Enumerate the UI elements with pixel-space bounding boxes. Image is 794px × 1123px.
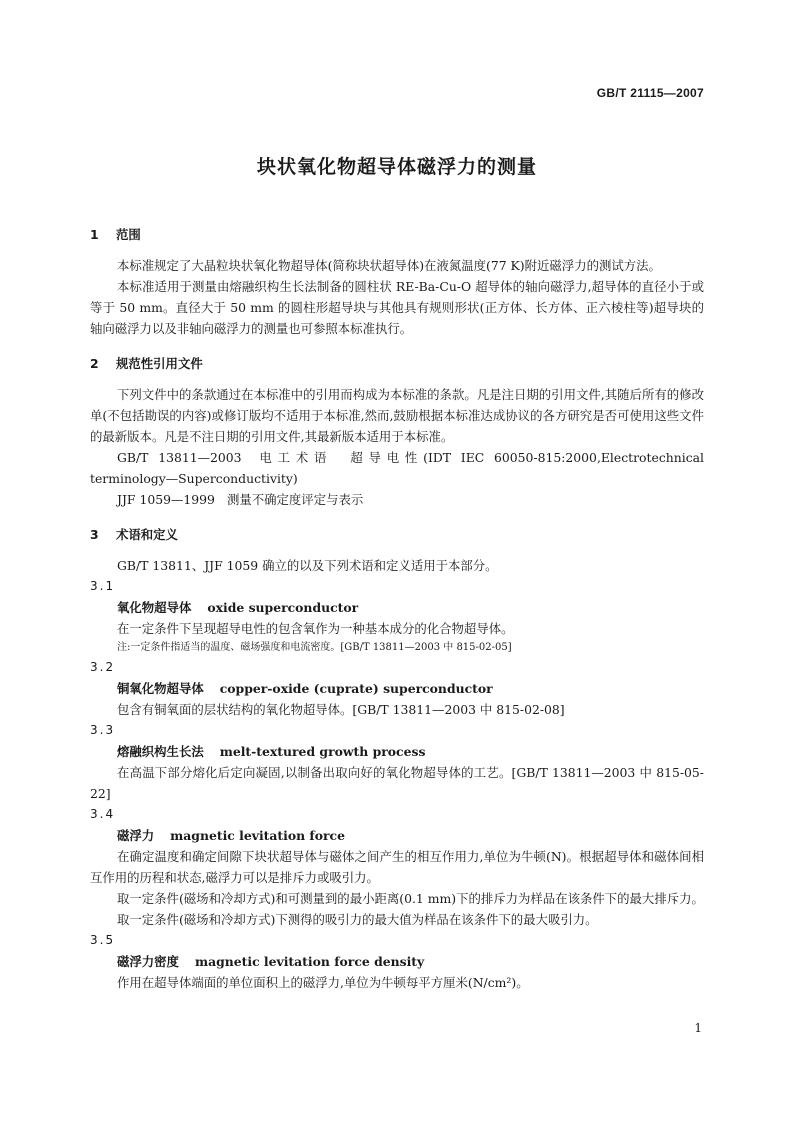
section-number: 3 — [90, 527, 99, 542]
term-definition: 在高温下部分熔化后定向凝固,以制备出取向好的氧化物超导体的工艺。[GB/T 13811—2003 中 815-05-22] — [90, 765, 704, 801]
section-title: 术语和定义 — [116, 527, 178, 542]
term-entry — [90, 951, 704, 972]
term-entry — [90, 678, 704, 699]
section-2-heading — [90, 353, 704, 374]
reference-code: GB/T 13811—2003 — [117, 450, 242, 465]
term-entry — [90, 597, 704, 618]
section-3-heading — [90, 524, 704, 545]
term-definition: 取一定条件(磁场和冷却方式)下测得的吸引力的最大值为样品在该条件下的最大吸引力。 — [117, 912, 598, 927]
term-en: magnetic levitation force — [170, 828, 345, 843]
term-en: melt-textured growth process — [219, 744, 426, 759]
reference-item — [90, 489, 704, 510]
document-body — [90, 216, 704, 993]
page-number: 1 — [694, 1021, 702, 1035]
term-definition: 在确定温度和确定间隙下块状超导体与磁体之间产生的相互作用力,单位为牛顿(N)。根据超导体和磁体间相互作用的历程和状态,磁浮力可以是排斥力或吸引力。 — [90, 849, 704, 885]
term-number: 3.1 — [90, 579, 116, 593]
term-number: 3.3 — [90, 723, 116, 737]
term-definition: 取一定条件(磁场和冷却方式)和可测量到的最小距离(0.1 mm)下的排斥力为样品在该条件下的最大排斥力。 — [117, 891, 704, 906]
term-en: oxide superconductor — [207, 600, 359, 615]
paragraph: 本标准规定了大晶粒块状氧化物超导体(简称块状超导体)在液氮温度(77 K)附近磁浮力的测试方法。 — [117, 258, 661, 273]
section-number: 1 — [90, 227, 99, 242]
term-definition: 在一定条件下呈现超导电性的包含氧作为一种基本成分的化合物超导体。 — [117, 621, 514, 636]
reference-code: JJF 1059—1999 — [117, 492, 215, 507]
term-definition: 包含有铜氧面的层状结构的氧化物超导体。[GB/T 13811—2003 中 815-02-08] — [117, 702, 565, 717]
term-number: 3.5 — [90, 933, 116, 947]
term-zh: 磁浮力密度 — [117, 954, 179, 969]
paragraph: 本标准适用于测量由熔融织构生长法制备的圆柱状 RE-Ba-Cu-O 超导体的轴向磁浮力,超导体的直径小于或等于 50 mm。直径大于 50 mm 的圆柱形超导块与其他具有规则形状(正方体、长方体、正六棱柱等)超导块的轴向磁浮力以及非轴向磁浮力的测量也可参照本标准执行。 — [90, 279, 704, 336]
page-title: 块状氧化物超导体磁浮力的测量 — [256, 156, 537, 178]
section-title: 范围 — [116, 227, 141, 242]
term-number: 3.2 — [90, 660, 116, 674]
term-entry — [90, 741, 704, 762]
section-1-heading — [90, 224, 704, 245]
section-number: 2 — [90, 356, 99, 371]
term-en: copper-oxide (cuprate) superconductor — [219, 681, 493, 696]
term-note: 注:一定条件指适当的温度、磁场强度和电流密度。[GB/T 13811—2003 中 815-02-05] — [117, 642, 512, 653]
term-en: magnetic levitation force density — [194, 954, 425, 969]
term-zh: 氧化物超导体 — [117, 600, 192, 615]
reference-text: 电工术语 超导电性(IDT IEC 60050-815:2000,Electrotechnical terminology—Superconductivity) — [90, 450, 704, 486]
term-zh: 熔融织构生长法 — [117, 744, 204, 759]
term-zh: 磁浮力 — [117, 828, 155, 843]
reference-text: 测量不确定度评定与表示 — [226, 492, 364, 507]
term-zh: 铜氧化物超导体 — [117, 681, 204, 696]
term-definition: 作用在超导体端面的单位面积上的磁浮力,单位为牛顿每平方厘米(N/cm²)。 — [117, 975, 529, 990]
term-number: 3.4 — [90, 807, 116, 821]
section-title: 规范性引用文件 — [116, 356, 203, 371]
reference-item — [90, 447, 704, 489]
paragraph: GB/T 13811、JJF 1059 确立的以及下列术语和定义适用于本部分。 — [117, 558, 498, 573]
paragraph: 下列文件中的条款通过在本标准中的引用而构成为本标准的条款。凡是注日期的引用文件,其随后所有的修改单(不包括勘误的内容)或修订版均不适用于本标准,然而,鼓励根据本标准达成协议的各方研究是否可使用这些文件的最新版本。凡是不注日期的引用文件,其最新版本适用于本标准。 — [90, 387, 704, 444]
standard-number: GB/T 21115—2007 — [596, 86, 704, 100]
term-entry — [90, 825, 704, 846]
